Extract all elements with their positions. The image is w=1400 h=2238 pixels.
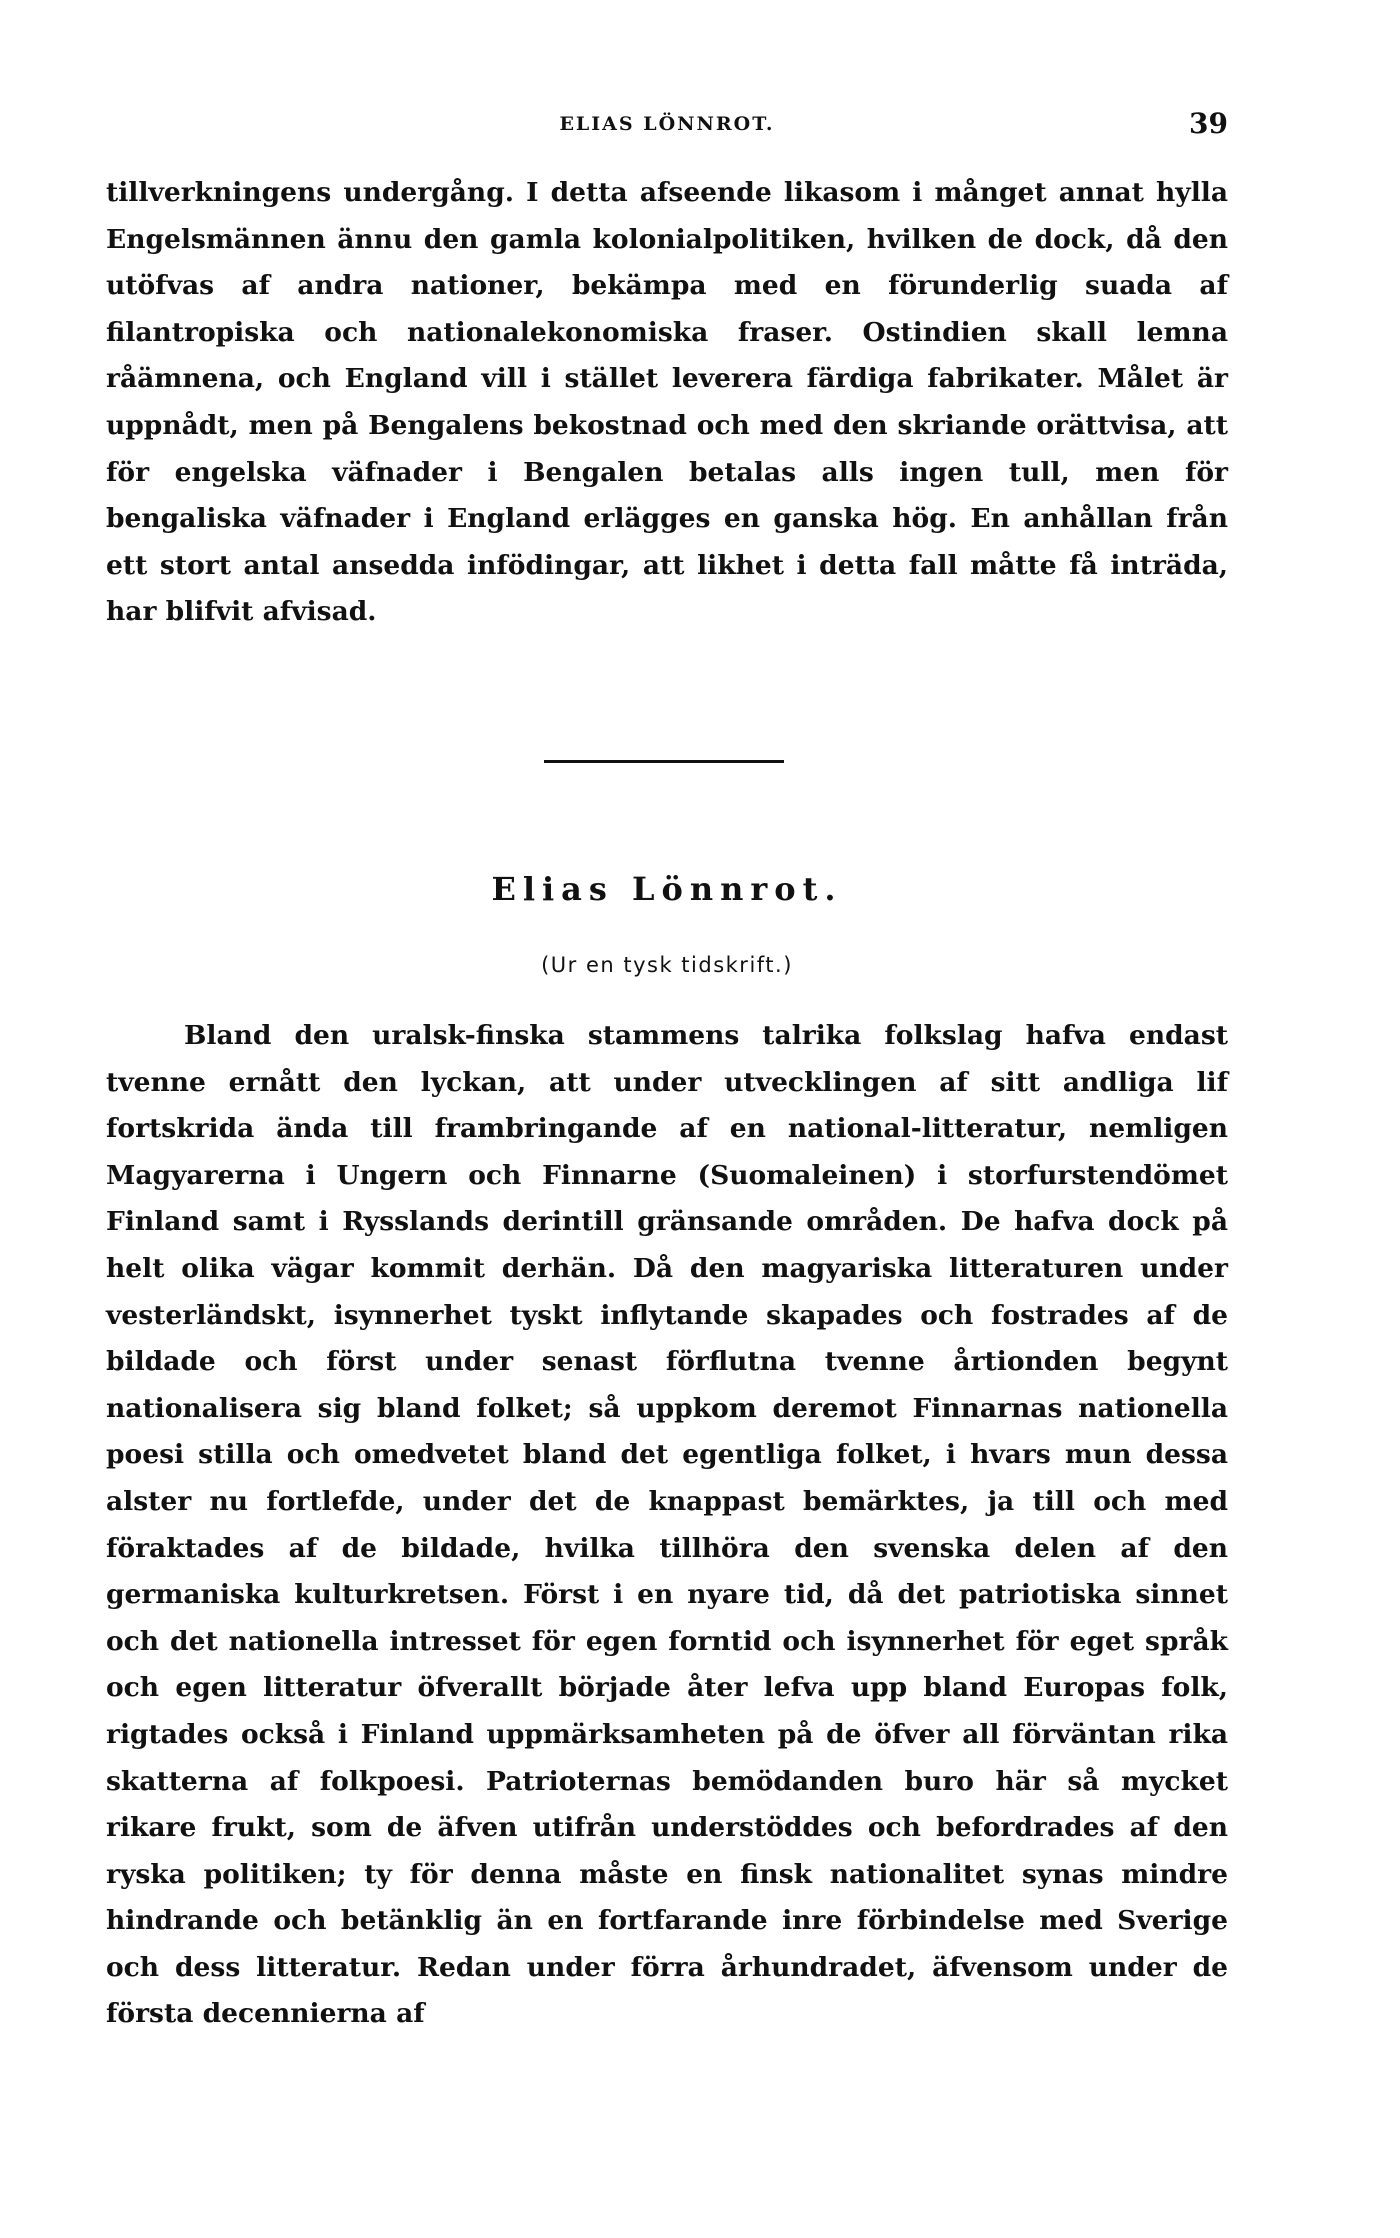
article-source: (Ur en tysk tidskrift.) [541,953,793,977]
running-title: ELIAS LÖNNROT. [559,113,775,135]
opening-paragraph: Bland den uralsk-finska stammens talrika folkslag hafva endast tvenne ernått den lyckan, att under utvecklingen af sitt andliga lif fortskrida ända till frambringande af en national-litteratur, nemligen Magyarerna i Ungern och Finnarne (Suomaleinen) i storfurstendömet Finland samt i Rysslands derintill gränsande områden. De hafva dock på helt olika vägar kommit derhän. Då den magyariska litteraturen under vesterländskt, isynnerhet tyskt inflytande skapades och fostrades af de bildade och först under senast förflutna tvenne årtionden begynt nationalisera sig bland folket; så uppkom deremot Finnarnas nationella poesi stilla och omedvetet bland det egentliga folket, i hvars mun dessa alster nu fortlefde, under det de knappast bemärktes, ja till och med föraktades af de bildade, hvilka tillhöra den svenska delen af den germaniska kulturkretsen. Först i en nyare tid, då det patriotiska sinnet och det nationella intresset för egen forntid och isynnerhet för eget språk och egen litteratur öfverallt började åter lefva upp bland Europas folk, rigtades också i Finland uppmärksamheten på de öfver all förväntan rika skatterna af folkpoesi. Patrioternas bemödanden buro här så mycket rikare frukt, som de äfven utifrån understöddes och befordrades af den ryska politiken; ty för denna måste en finsk nationalitet synas mindre hindrande och betänklig än en fortfarande inre förbindelse med Sverige och dess litteratur. Redan under förra århundradet, äfvensom under de första decennierna af [106,1020,1228,2030]
page-number: 39 [1189,107,1228,140]
article-title: Elias Lönnrot. [491,870,843,908]
running-head [106,104,1228,144]
section-divider [544,760,784,763]
closing-paragraph: tillverkningens undergång. I detta afseende likasom i månget annat hylla Engelsmännen ännu den gamla kolonialpolitiken, hvilken de dock, då den utöfvas af andra nationer, bekämpa med en förunderlig suada af filantropiska och nationalekonomiska fraser. Ostindien skall lemna råämnena, och England vill i stället leverera färdiga fabrikater. Målet är uppnådt, men på Bengalens bekostnad och med den skriande orättvisa, att för engelska väfnader i Bengalen betalas alls ingen tull, men för bengaliska väfnader i England erlägges en ganska hög. En anhållan från ett stort antal ansedda infödingar, att likhet i detta fall måtte få inträda, har blifvit afvisad. [106,177,1228,628]
